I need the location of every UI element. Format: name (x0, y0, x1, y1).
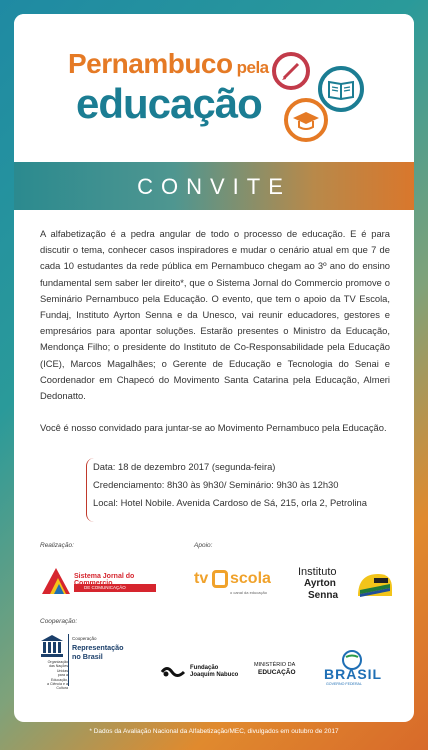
header-logo-area (14, 14, 414, 162)
fundaj-line1: Fundação (190, 665, 219, 671)
logo-title-line1 (68, 48, 269, 80)
fundaj-logo (160, 664, 240, 684)
sjcc-logo (40, 566, 156, 598)
event-schedule: Credenciamento: 8h30 às 9h30/ Seminário: 9h30 às 12h30 (93, 479, 339, 490)
unesco-org-line3: para a Educação, (51, 673, 68, 682)
unesco-temple-icon (40, 634, 64, 658)
tvescola-tv-text: tv (194, 570, 209, 587)
fundaj-emblem-icon (160, 664, 186, 680)
apoio-label: Apoio: (194, 542, 213, 549)
unesco-org-line4: a Ciência e a Cultura (47, 682, 68, 691)
event-location: Local: Hotel Nobile. Avenida Cardoso de Sá, 215, orla 2, Petrolina (93, 497, 367, 508)
mec-line2: EDUCAÇÃO (258, 669, 296, 676)
logo-word-pela: pela (236, 58, 269, 77)
sjcc-subtitle: DE COMUNICAÇÃO (84, 585, 126, 590)
sjcc-emblem-icon (40, 566, 76, 598)
sjcc-name: Sistema Jornal do (74, 573, 135, 580)
brasil-governo-logo (316, 650, 386, 690)
tvescola-subtitle: o canal da educação (230, 590, 267, 595)
unesco-org-line2: das Nações Unidas (49, 664, 68, 673)
brasil-subtitle: GOVERNO FEDERAL (326, 682, 362, 686)
tvescola-name: scola (230, 570, 271, 587)
fundaj-line2: Joaquim Nabuco (190, 672, 239, 678)
pencil-icon (272, 52, 310, 90)
unesco-org-text (44, 660, 68, 691)
tvescola-logo (194, 568, 274, 598)
invitation-card (14, 14, 414, 722)
unesco-rep-line2: no Brasil (72, 652, 103, 661)
logo-title-line2: educação (76, 80, 262, 127)
event-date: Data: 18 de dezembro 2017 (segunda-feira) (93, 461, 276, 472)
unesco-logo (40, 634, 150, 694)
mec-logo (254, 662, 314, 682)
convite-title: CONVITE (137, 174, 291, 199)
brasil-name: BRASIL (324, 666, 383, 682)
book-icon (318, 66, 364, 112)
unesco-org-line1: Organização (47, 660, 68, 664)
ias-line1: Instituto (298, 566, 337, 578)
logo-word-pernambuco: Pernambuco (68, 48, 233, 79)
ias-line2: Ayrton (304, 578, 336, 589)
footnote: * Dados da Avaliação Nacional da Alfabetização/MEC, divulgados em outubro de 2017 (89, 728, 339, 735)
invitation-closing: Você é nosso convidado para juntar-se ao Movimento Pernambuco pela Educação. (40, 422, 387, 433)
graduation-cap-icon (284, 98, 328, 142)
ias-line3: Senna (308, 590, 339, 601)
helmet-icon (354, 570, 394, 604)
invitation-paragraph: A alfabetização é a pedra angular de todo o processo de educação. E é para discutir o tema, conhecer casos inspiradores e mudar o cenário atual em que 7 de cada 10 estudantes da rede pública em Pernambuco chegam ao 3º ano do ensino fundamental sem saber ler direito*, que o Sistema Jornal do Commercio promove o Seminário Pernambuco pela Educação. O evento, que tem o apoio da TV Escola, Fundaj, Instituto Ayrton Senna e da Unesco, vai reunir educadores, gestores e empresários para apontar soluções. Estarão presentes o Ministro da Educação, Mendonça Filho; o presidente do Instituto de Co-Responsabilidade pela Educação (ICE), Marcos Magalhães; o Gerente de Educação e Tecnologia do Senai e Coordenador em Chapecó do Movimento Santa Catarina pela Educação, Almeri Dedonatto. (40, 228, 390, 402)
ayrton-senna-logo (298, 566, 398, 606)
realizacao-label: Realização: (40, 542, 74, 549)
unesco-rep-line1: Representação (72, 643, 124, 652)
mec-line1: MINISTÉRIO DA (254, 662, 296, 668)
cooperacao-label: Cooperação: (40, 618, 78, 625)
unesco-coop-text: Cooperação (72, 636, 97, 641)
event-details (86, 458, 386, 522)
